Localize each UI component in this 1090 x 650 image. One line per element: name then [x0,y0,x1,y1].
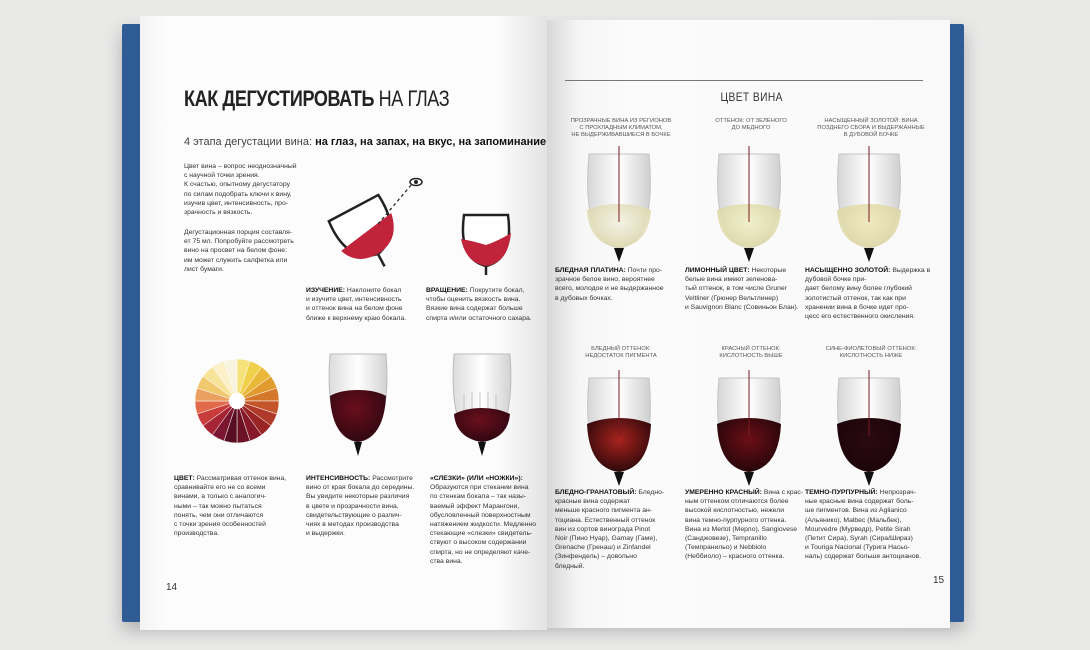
glass-note-line: ОТТЕНОК: ОТ ЗЕЛЕНОГО [715,118,787,124]
glass-note-line: КРАСНЫЙ ОТТЕНОК: [721,346,781,352]
paragraph-line: натяжением жидкости. Медленно [430,521,536,529]
paragraph-line: Рассматривая оттенок вина, [196,475,287,482]
glass-description-line: (Зинфендель) – довольно [555,553,637,561]
glass-description-line: ным оттенком отличаются более [685,498,789,506]
glass-description-line: (Петит Сира), Syrah (Сира/Шираз) [805,535,913,543]
glass-description-head: УМЕРЕННО КРАСНЫЙ: [685,489,764,496]
glass-description-line: Grenache (Гренаш) и Zinfandel [555,544,651,552]
glass-note [805,346,937,360]
glass-note-line: В ДУБОВОЙ БОЧКЕ [843,132,899,138]
paragraph-line: спирта, но не определяют каче- [430,548,531,556]
glass-description-line: всего, молодое и не выдержанное [555,285,664,293]
glass-note [555,346,687,360]
glass-description-line: меньше красного пигмента ан- [555,507,652,515]
right-page [547,20,950,628]
glass-description-line: в дубовых бочках. [555,294,613,302]
paragraph-line: ет 75 мл. Попробуйте рассмотреть [184,238,294,246]
paragraph-line: спирта и/или остаточного сахара. [426,314,532,322]
paragraph-head: ВРАЩЕНИЕ: [426,287,470,294]
wine-glass-illustration [709,376,789,488]
color-wheel-illustration [192,356,282,446]
color-wheel-center [229,393,245,409]
section-title: ЦВЕТ ВИНА [720,90,783,104]
wine-glass-illustration [829,376,909,488]
wine-glass-illustration [579,152,659,264]
glass-description-head: ЛИМОННЫЙ ЦВЕТ: [685,267,752,274]
glass-description-line: ше пигментов. Вина из Aglianico [805,507,907,515]
glass-description-line: хранении вина в бочке идет про- [805,303,909,311]
paragraph-line: стекающие «слезки» свидетель- [430,530,533,538]
paragraph-line: Покрутите бокал, [469,287,525,294]
glass-description-line: (Темпранильо) и Nebbiolo [685,544,767,552]
page-subtitle [184,136,546,148]
glass-description-head: БЛЕДНАЯ ПЛАТИНА: [555,267,628,274]
glass-description-line: Непрозрач- [879,489,916,496]
paragraph-head: ИЗУЧЕНИЕ: [306,287,347,294]
page-title-light: НА ГЛАЗ [378,86,450,111]
glass-description-line: цесс его естественного окисления. [805,313,915,321]
page-title-bold: КАК ДЕГУСТИРОВАТЬ [184,86,375,111]
paragraph-line: чиях в методах производства [306,521,399,529]
glass-description-line: Некоторые [751,267,787,274]
paragraph-line: производства. [174,530,219,538]
paragraph-line: Вы увидите некоторые различия [306,493,410,501]
paragraph-head: ЦВЕТ: [174,475,197,482]
glass-description-line: дает белому вину более глубокий [805,285,912,293]
glass-description [805,488,937,562]
paragraph-line: Цвет вина – вопрос неоднозначный [184,163,297,170]
study-description [306,286,436,323]
glass-description-line: Veltliner (Грюнер Вельтлинер) [685,294,779,302]
paragraph-line: вино от края бокала до середины. [306,484,415,492]
glass-description-line: вин из сортов винограда Pinot [555,525,651,533]
glass-description-line: наль) содержат больше антоцианов. [805,553,922,561]
paragraph-line: Дегустационная порция составля- [184,229,293,236]
glass-description-line: Mourvedre (Мурведр), Petite Sirah [805,525,911,533]
glass-description-line: тоциана. Естественный оттенок [555,516,656,524]
paragraph-line: Наклоните бокал [346,287,402,294]
glass-description-head: БЛЕДНО-ГРАНАТОВЫЙ: [555,489,639,496]
intro-paragraph-1 [184,162,304,217]
paragraph-line: ства вина. [430,557,463,565]
glass-description [685,266,817,312]
glass-description-line: ные красные вина содержат боль- [805,498,914,506]
paragraph-line: по силам подобрать ключи к вину, [184,190,292,198]
glass-description [555,266,687,303]
glass-note-line: НЕ ВЫДЕРЖИВАВШИЕСЯ В БОЧКЕ [571,132,671,138]
subtitle-bold: на глаз, на запах, на вкус, на запоминание [315,136,547,148]
glass-description-line: Noir (Пино Нуар), Gamay (Гаме), [555,535,658,543]
page-title [184,86,449,112]
glass-description-line: (Санджовезе), Tempranillo [685,535,767,543]
paragraph-line: К счастью, опытному дегустатору [184,181,290,189]
glass-note-line: КИСЛОТНОСТЬ ВЫШЕ [719,353,783,359]
paragraph-line: по стенкам бокала – так назы- [430,493,527,501]
glass-description-head: ТЕМНО-ПУРПУРНЫЙ: [805,489,880,496]
paragraph-line: ближе к верхнему краю бокала. [306,314,407,322]
section-rule [565,80,923,81]
glass-note [555,118,687,139]
paragraph-line: зрачность и вязкость. [184,209,253,217]
paragraph-line: ными – так можно пытаться [174,502,262,510]
glass-description-line: бледный. [555,562,585,570]
paragraph-line: в цвете и прозрачности вина, [306,502,399,510]
glass-note-line: БЛЕДНЫЙ ОТТЕНОК: [591,346,651,352]
glass-description-line: Бледно-красные вина содержат [555,489,665,506]
paragraph-line: ствуют о высоком содержании [430,539,527,547]
glass-description-line: высокой кислотностью, нежели [685,507,785,515]
glass-description-line: (Неббиоло) – красного оттенка. [685,553,785,561]
glass-note-line: НЕДОСТАТОК ПИГМЕНТА [585,353,657,359]
glass-description-head: НАСЫЩЕННО ЗОЛОТОЙ: [805,267,893,274]
paragraph-line: чтобы оценить вязкость вина. [426,296,521,304]
paragraph-line: и изучите цвет, интенсивность [306,296,402,304]
glass-note-line: НАСЫЩЕННЫЙ ЗОЛОТОЙ: ВИНА [824,118,918,124]
glass-note-line: ПОЗДНЕГО СБОРА И ВЫДЕРЖАННЫЕ [817,125,925,131]
paragraph-line: Образуются при стекании вина [430,484,529,492]
glass-description-line: и Touriga Nacional (Турига Насьо- [805,544,910,552]
paragraph-line: понять, чем они отличаются [174,511,264,519]
wine-glass-illustration [829,152,909,264]
paragraph-line: винами, а только с аналогич- [174,493,267,501]
paragraph-line: и выдержки. [306,530,345,538]
paragraph-line: ваемый эффект Марангони, [430,502,520,510]
paragraph-head: ИНТЕНСИВНОСТЬ: [306,475,373,482]
tears-description [430,474,550,566]
glass-description [685,488,817,562]
glass-note-line: КИСЛОТНОСТЬ НИЖЕ [839,353,903,359]
wine-glass-illustration [579,376,659,488]
paragraph-line: Вязкие вина содержат больше [426,305,523,313]
paragraph-head: «СЛЕЗКИ» (ИЛИ «НОЖКИ»): [430,475,523,482]
rotating-glass-illustration [458,211,518,281]
paragraph-line: обусловленный поверхностным [430,511,531,519]
paragraph-line: с точки зрения особенностей [174,521,266,529]
paragraph-line: изучив цвет, интенсивность, про- [184,199,288,207]
paragraph-line: и оттенок вина на белом фоне [306,305,403,313]
glass-note-line: СИНЕ-ФИОЛЕТОВЫЙ ОТТЕНОК: [825,346,917,352]
wine-glass-illustration [709,152,789,264]
intro-paragraph-2 [184,228,304,274]
glass-note-line: ПРОЗРАЧНЫЕ ВИНА ИЗ РЕГИОНОВ [570,118,672,124]
paragraph-line: вино на просвет на белом фоне: [184,247,287,255]
glass-description-line: (Альянико), Malbec (Мальбек), [805,516,902,524]
glass-description [555,488,687,571]
glass-note-line: С ПРОХЛАДНЫМ КЛИМАТОМ, [579,125,663,131]
glass-description-line: Вина с крас- [763,489,804,496]
subtitle-light: 4 этапа дегустации вина: [184,136,313,148]
glass-note [685,118,817,132]
rotate-description [426,286,561,323]
glass-description-line: Вина из Merlot (Мерло), Sangiovese [685,525,798,533]
glass-description-line: и Sauvignon Blanc (Совиньон Блан). [685,303,799,311]
glass-description-line: золотистый оттенок, так как при [805,294,906,302]
page-number-right: 15 [933,575,945,586]
paragraph-line: Рассмотрите [372,475,413,482]
glass-description-line: Выдержка в дубовой бочке при- [805,267,931,284]
glass-description-line: зрачное белое вино, вероятнее [555,276,655,284]
paragraph-line: лист бумаги. [184,265,224,273]
glass-note [685,346,817,360]
paragraph-line: сравнивайте его не со всеми [174,484,266,492]
glass-description [805,266,937,321]
page-number-left: 14 [166,582,178,593]
intensity-glass-illustration [326,352,390,462]
paragraph-line: им может служить салфетка или [184,256,288,264]
glass-note [805,118,937,139]
paragraph-line: свидетельствующие о различ- [306,511,402,519]
tilted-glass-illustration [320,176,440,286]
glass-description-line: тый оттенок, в том числе Gruner [685,285,787,293]
paragraph-line: с научной точки зрения. [184,172,260,180]
glass-description-line: вина темно-пурпурного оттенка. [685,516,787,524]
glass-note-line: ДО МЕДНОГО [731,125,771,131]
tears-glass-illustration [450,352,514,462]
color-description [174,474,294,538]
left-page [140,16,547,630]
glass-description-line: белые вина имеют зеленова- [685,276,778,284]
intensity-description [306,474,426,538]
glass-description-line: Почти про- [627,267,663,274]
